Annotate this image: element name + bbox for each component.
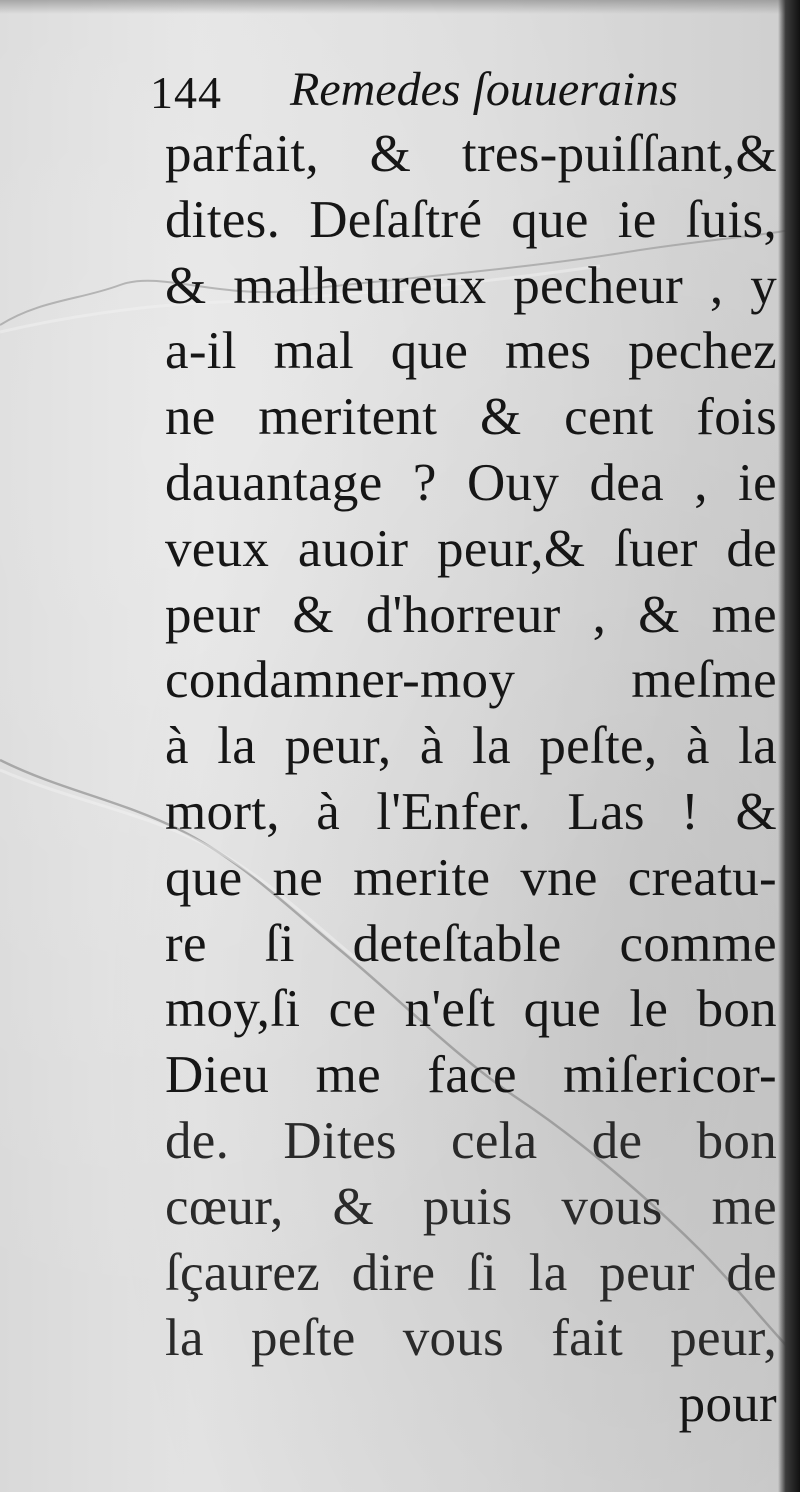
text-line: & malheureux pecheur , y — [165, 256, 777, 315]
text-line: re ſi deteſtable comme — [165, 914, 777, 973]
text-line: de. Dites cela de bon — [165, 1111, 777, 1170]
body-text — [165, 122, 777, 1438]
text-line: à la peur, à la peſte, à la — [165, 717, 777, 776]
text-line: cœur, & puis vous me — [165, 1177, 777, 1236]
page-number: 144 — [150, 67, 222, 118]
text-line: condamner-moy meſme — [165, 651, 777, 710]
text-line: moy,ſi ce n'eſt que le bon — [165, 980, 777, 1039]
text-line: peur & d'horreur , & me — [165, 585, 777, 644]
text-line: parfait, & tres-puiſſant,& — [165, 125, 777, 183]
text-line: veux auoir peur,& ſuer de — [165, 519, 777, 578]
text-line: mort, à l'Enfer. Las ! & — [165, 782, 777, 841]
text-line: a-il mal que mes pechez — [165, 322, 777, 381]
text-line: Dieu me face miſericor- — [165, 1046, 777, 1105]
text-line: que ne merite vne creatu- — [165, 848, 777, 907]
text-line: ne meritent & cent fois — [165, 388, 777, 447]
page-header — [150, 52, 770, 122]
text-line: ſçaurez dire ſi la peur de — [165, 1243, 777, 1302]
text-line: dites. Deſaſtré que ie ſuis, — [165, 190, 777, 249]
text-line: dauantage ? Ouy dea , ie — [165, 453, 777, 512]
top-shadow — [0, 0, 800, 14]
scanner-edge — [778, 0, 800, 1492]
running-title: Remedes ſouuerains — [290, 63, 678, 116]
text-line: la peſte vous fait peur, — [165, 1309, 777, 1368]
catchword: pour — [678, 1375, 777, 1434]
